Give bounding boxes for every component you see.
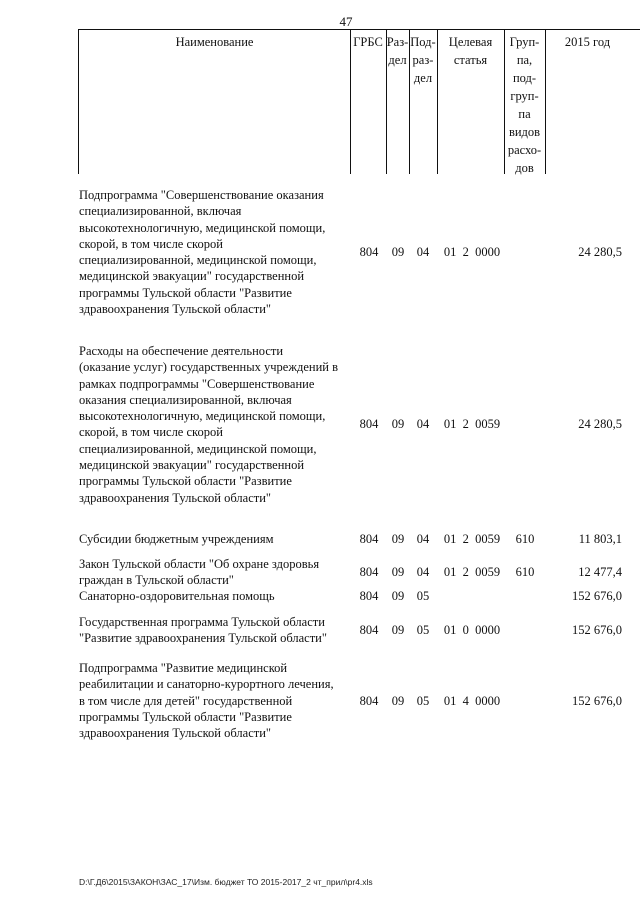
row-razdel: 09: [391, 623, 405, 637]
header-celevaya: Целевая статья: [448, 35, 493, 67]
row-razdel: 09: [391, 245, 405, 259]
footer-file-path: D:\Г.Д6\2015\ЗАКОН\ЗАС_17\Изм. бюджет ТО 2015-2017_2 чт_прил\pr4.xls: [79, 877, 373, 887]
header-year: 2015 год: [564, 35, 611, 49]
row-razdel: 09: [391, 694, 405, 708]
row-name: Подпрограмма "Совершенствование оказания специализированной, включая высокотехнологичную, медицинской помощи, скорой, в том числе скорой специализированной, медицинской помощи, медицинской эвакуации" государственной программы Тульской области "Развитие здравоохранения Тульской области": [79, 188, 326, 317]
row-grbs: 804: [359, 417, 379, 431]
row-amount: 24 280,5: [578, 417, 622, 431]
row-razdel: 09: [391, 532, 405, 546]
row-gruppa: 610: [515, 532, 535, 546]
row-amount: 24 280,5: [578, 245, 622, 259]
row-celevaya: 01 4 0000: [443, 694, 501, 708]
header-gruppa: Груп- па, под- груп- па видов расхо- дов: [507, 35, 542, 175]
row-name: Санаторно-оздоровительная помощь: [79, 589, 275, 603]
row-celevaya: 01 2 0000: [443, 245, 501, 259]
row-gruppa: 610: [515, 565, 535, 579]
row-amount: 11 803,1: [578, 532, 622, 546]
row-grbs: 804: [359, 565, 379, 579]
row-amount: 152 676,0: [572, 589, 622, 603]
row-razdel: 09: [391, 417, 405, 431]
row-podrazdel: 04: [416, 245, 430, 259]
row-podrazdel: 04: [416, 532, 430, 546]
row-podrazdel: 04: [416, 417, 430, 431]
row-name: Закон Тульской области "Об охране здоровья граждан в Тульской области": [79, 557, 320, 588]
row-celevaya: 01 0 0000: [443, 623, 501, 637]
row-name: Подпрограмма "Развитие медицинской реабилитации и санаторно-курортного лечения, в том числе для детей" государственной программы Тульской области "Развитие здравоохранения Тульской области": [79, 661, 334, 741]
row-name: Субсидии бюджетным учреждениям: [79, 532, 274, 546]
row-amount: 152 676,0: [572, 694, 622, 708]
row-grbs: 804: [359, 245, 379, 259]
page-number: 47: [339, 14, 353, 29]
row-grbs: 804: [359, 589, 379, 603]
row-razdel: 09: [391, 589, 405, 603]
row-celevaya: 01 2 0059: [443, 565, 501, 579]
row-razdel: 09: [391, 565, 405, 579]
row-podrazdel: 04: [416, 565, 430, 579]
row-amount: 12 477,4: [578, 565, 622, 579]
header-name: Наименование: [175, 35, 254, 49]
row-name: Государственная программа Тульской области "Развитие здравоохранения Тульской области": [79, 615, 327, 646]
row-celevaya: 01 2 0059: [443, 532, 501, 546]
row-grbs: 804: [359, 532, 379, 546]
row-amount: 152 676,0: [572, 623, 622, 637]
row-grbs: 804: [359, 694, 379, 708]
row-podrazdel: 05: [416, 589, 430, 603]
row-celevaya: 01 2 0059: [443, 417, 501, 431]
row-podrazdel: 05: [416, 694, 430, 708]
header-grbs: ГРБС: [353, 35, 383, 49]
header-podrazdel: Под- раз- дел: [410, 35, 436, 85]
header-top-border: [78, 29, 640, 30]
row-grbs: 804: [359, 623, 379, 637]
row-name: Расходы на обеспечение деятельности (оказание услуг) государственных учреждений в рамках подпрограммы "Совершенствование оказания специализированной, включая высокотехнологичную, медицинской помощи, скорой, в том числе скорой специализированной, медицинской помощи, медицинской эвакуации" государственной программы Тульской области "Развитие здравоохранения Тульской области": [79, 344, 338, 505]
header-razdel: Раз- дел: [386, 35, 409, 67]
row-podrazdel: 05: [416, 623, 430, 637]
